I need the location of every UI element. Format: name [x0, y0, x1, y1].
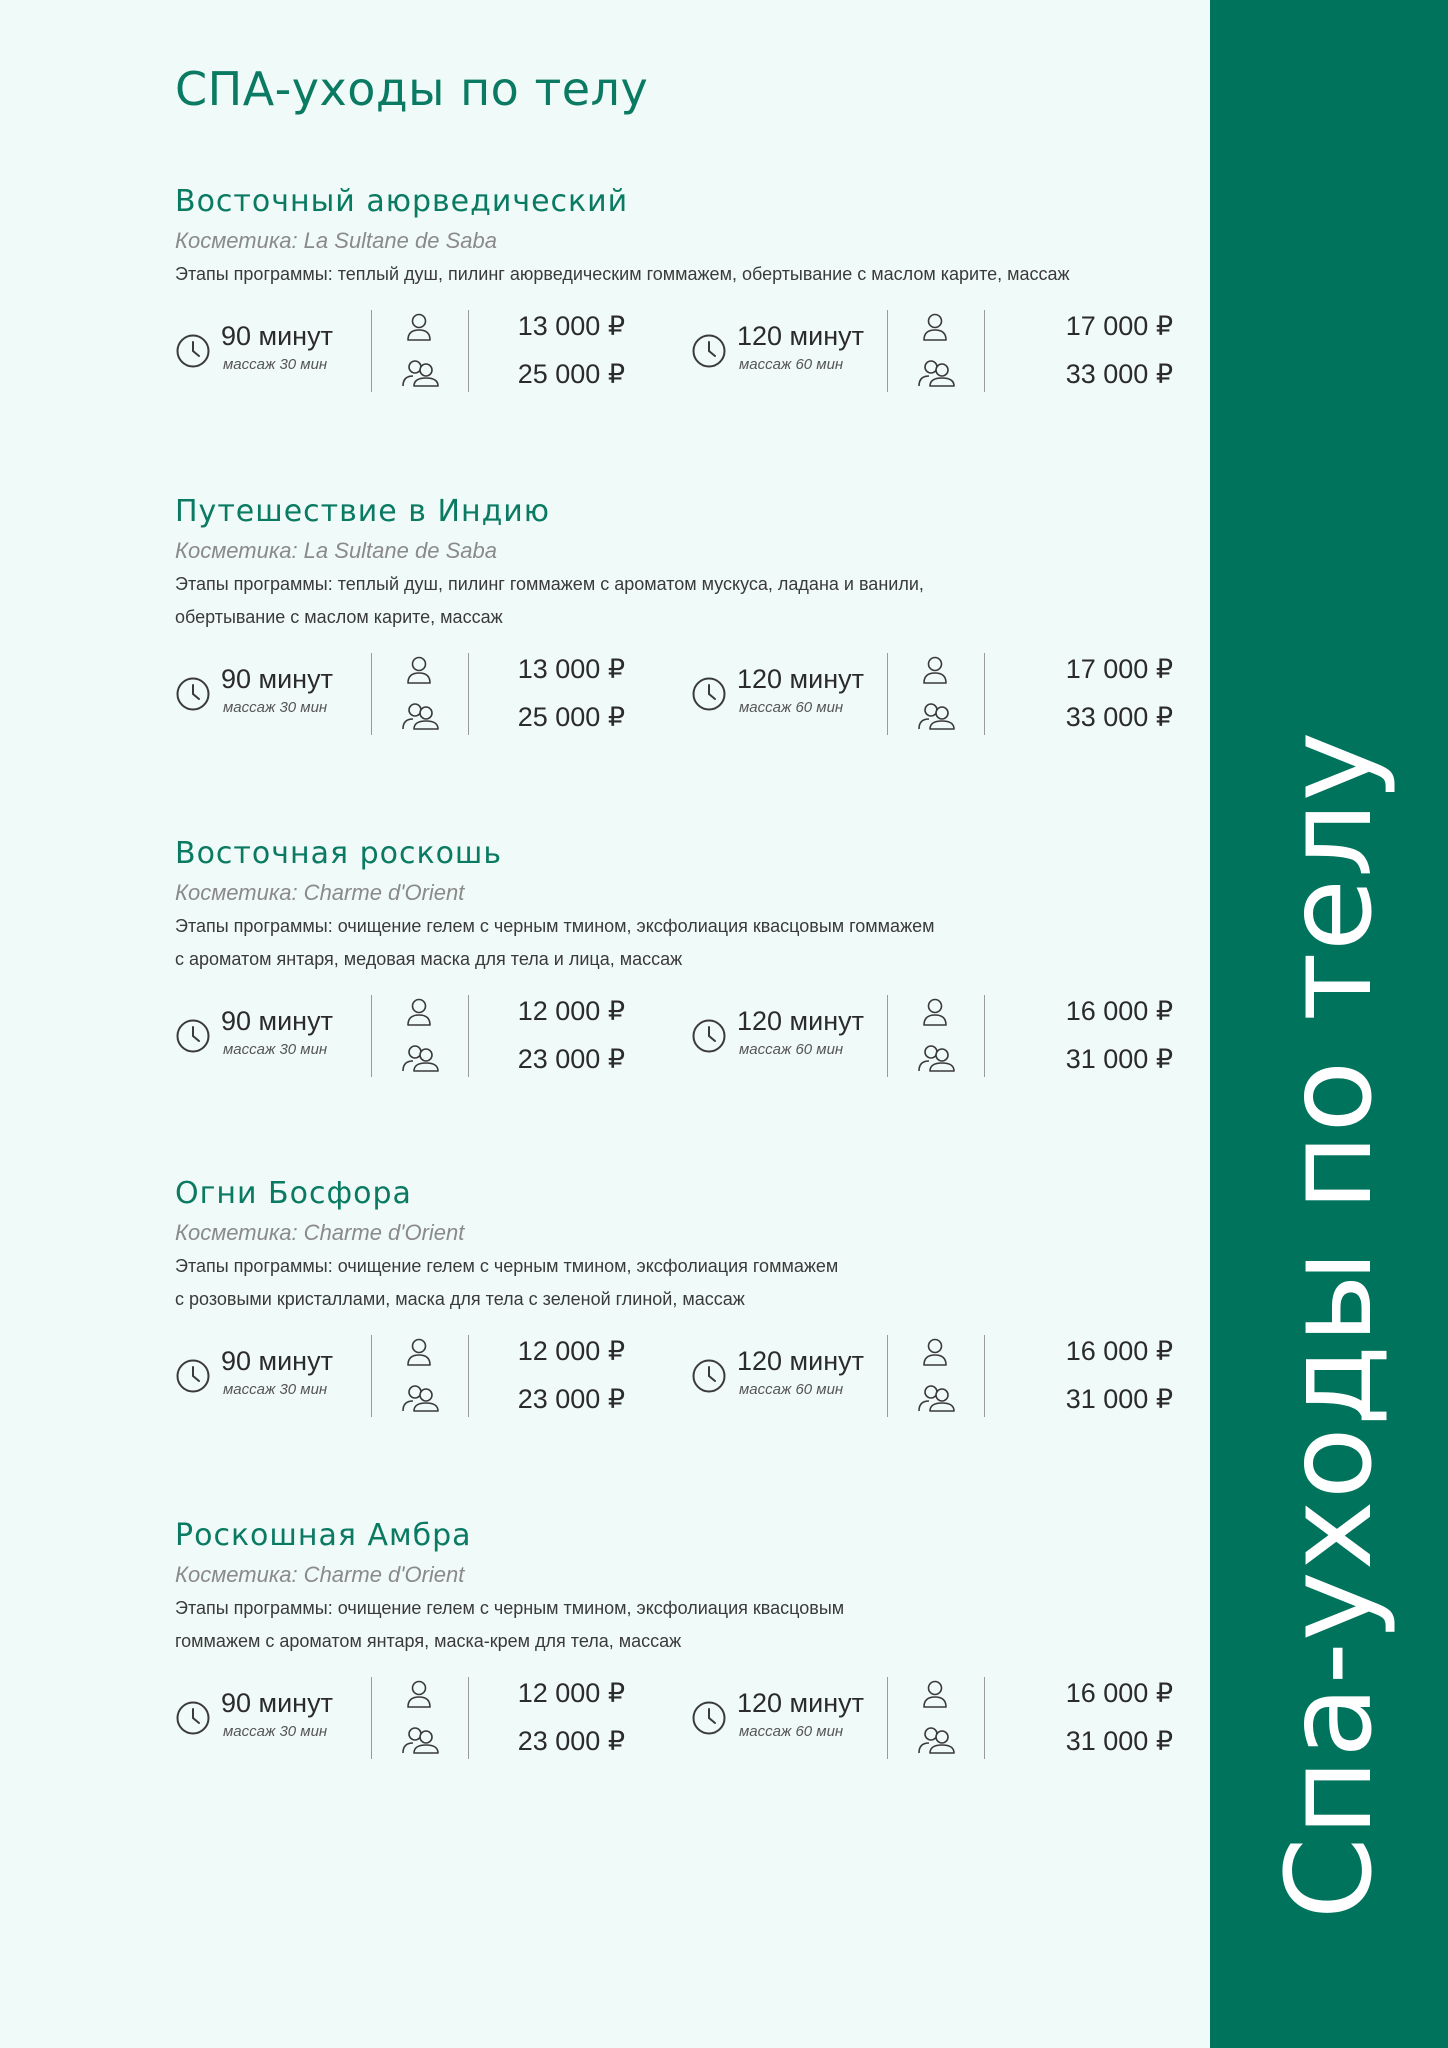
- program-stages-line: с розовыми кристаллами, маска для тела с зеленой глиной, массаж: [175, 1289, 745, 1309]
- person-icon: [405, 655, 433, 685]
- program-block: [175, 832, 1185, 1077]
- price-single: 17 000 ₽: [1065, 654, 1173, 684]
- option-massage-note: массаж 30 мин: [223, 1381, 328, 1398]
- divider: [984, 653, 985, 735]
- price-single: 12 000 ₽: [517, 1336, 625, 1366]
- option-duration: 90 минут: [221, 321, 333, 351]
- couple-icon: [400, 358, 440, 388]
- program-options: [175, 1677, 1185, 1759]
- clock-icon: [691, 1358, 727, 1394]
- program-stages-line: с ароматом янтаря, медовая маска для тела и лица, массаж: [175, 949, 683, 969]
- program-stages: [175, 910, 1185, 976]
- divider: [984, 1677, 985, 1759]
- program-option: [691, 653, 1171, 735]
- divider: [887, 310, 888, 392]
- divider: [371, 653, 372, 735]
- program-options: [175, 1335, 1185, 1417]
- price-single: 12 000 ₽: [517, 996, 625, 1026]
- option-duration: 90 минут: [221, 1346, 333, 1376]
- couple-icon: [400, 1043, 440, 1073]
- price-single: 13 000 ₽: [517, 311, 625, 341]
- option-massage-note: массаж 60 мин: [739, 356, 844, 373]
- program-option: [175, 995, 655, 1077]
- price-single: 17 000 ₽: [1065, 311, 1173, 341]
- program-block: [175, 1514, 1185, 1759]
- price-single: 16 000 ₽: [1065, 1336, 1173, 1366]
- clock-icon: [691, 1700, 727, 1736]
- divider: [887, 1677, 888, 1759]
- program-block: [175, 490, 1185, 735]
- page-title: СПА-уходы по телу: [175, 62, 649, 116]
- price-couple: 25 000 ₽: [517, 702, 625, 732]
- program-stages-line: Этапы программы: теплый душ, пилинг аюрведическим гоммажем, обертывание с маслом карите, массаж: [175, 264, 1070, 284]
- program-options: [175, 653, 1185, 735]
- option-duration: 120 минут: [737, 1006, 864, 1036]
- clock-icon: [175, 1358, 211, 1394]
- price-couple: 31 000 ₽: [1065, 1044, 1173, 1074]
- divider: [371, 310, 372, 392]
- program-cosmetics: Косметика: La Sultane de Saba: [175, 228, 497, 253]
- program-options: [175, 310, 1185, 392]
- sidebar-vertical-title: Спа-уходы по телу: [1260, 730, 1398, 1920]
- couple-icon: [916, 1725, 956, 1755]
- clock-icon: [691, 1018, 727, 1054]
- couple-icon: [400, 1725, 440, 1755]
- person-icon: [921, 1337, 949, 1367]
- price-couple: 23 000 ₽: [517, 1726, 625, 1756]
- person-icon: [921, 655, 949, 685]
- program-option: [691, 310, 1171, 392]
- clock-icon: [175, 1700, 211, 1736]
- clock-icon: [691, 333, 727, 369]
- program-name: Восточная роскошь: [175, 836, 503, 871]
- person-icon: [405, 312, 433, 342]
- program-option: [175, 653, 655, 735]
- program-option: [691, 995, 1171, 1077]
- option-massage-note: массаж 60 мин: [739, 1723, 844, 1740]
- divider: [984, 995, 985, 1077]
- program-option: [691, 1335, 1171, 1417]
- price-single: 12 000 ₽: [517, 1678, 625, 1708]
- couple-icon: [916, 1383, 956, 1413]
- option-massage-note: массаж 60 мин: [739, 1041, 844, 1058]
- clock-icon: [691, 676, 727, 712]
- couple-icon: [400, 1383, 440, 1413]
- program-name: Огни Босфора: [175, 1176, 412, 1211]
- sidebar-band: [1210, 0, 1448, 2048]
- option-massage-note: массаж 60 мин: [739, 699, 844, 716]
- option-duration: 120 минут: [737, 1346, 864, 1376]
- option-duration: 120 минут: [737, 664, 864, 694]
- program-stages-line: обертывание с маслом карите, массаж: [175, 607, 503, 627]
- divider: [984, 310, 985, 392]
- program-stages-line: Этапы программы: очищение гелем с черным тмином, эксфолиация гоммажем: [175, 1256, 839, 1276]
- divider: [984, 1335, 985, 1417]
- couple-icon: [400, 701, 440, 731]
- option-duration: 90 минут: [221, 664, 333, 694]
- clock-icon: [175, 1018, 211, 1054]
- price-couple: 25 000 ₽: [517, 359, 625, 389]
- option-duration: 90 минут: [221, 1006, 333, 1036]
- program-option: [175, 310, 655, 392]
- divider: [371, 1677, 372, 1759]
- price-couple: 23 000 ₽: [517, 1384, 625, 1414]
- couple-icon: [916, 701, 956, 731]
- program-block: [175, 1172, 1185, 1417]
- person-icon: [405, 997, 433, 1027]
- divider: [887, 653, 888, 735]
- program-name: Восточный аюрведический: [175, 184, 629, 219]
- price-couple: 33 000 ₽: [1065, 702, 1173, 732]
- option-duration: 90 минут: [221, 1688, 333, 1718]
- couple-icon: [916, 358, 956, 388]
- program-name: Путешествие в Индию: [175, 494, 551, 529]
- clock-icon: [175, 676, 211, 712]
- person-icon: [921, 312, 949, 342]
- program-stages-line: Этапы программы: теплый душ, пилинг гоммажем с ароматом мускуса, ладана и ванили,: [175, 574, 924, 594]
- option-duration: 120 минут: [737, 1688, 864, 1718]
- price-single: 13 000 ₽: [517, 654, 625, 684]
- program-cosmetics: Косметика: La Sultane de Saba: [175, 538, 497, 563]
- price-couple: 33 000 ₽: [1065, 359, 1173, 389]
- divider: [887, 995, 888, 1077]
- price-couple: 31 000 ₽: [1065, 1726, 1173, 1756]
- program-stages: [175, 568, 1185, 634]
- program-stages: [175, 1250, 1185, 1316]
- program-cosmetics: Косметика: Charme d'Orient: [175, 1562, 465, 1587]
- program-stages: [175, 258, 1185, 291]
- program-name: Роскошная Амбра: [175, 1518, 472, 1553]
- clock-icon: [175, 333, 211, 369]
- program-block: [175, 180, 1185, 392]
- person-icon: [405, 1337, 433, 1367]
- program-stages-line: Этапы программы: очищение гелем с черным тмином, эксфолиация квасцовым: [175, 1598, 845, 1618]
- program-option: [175, 1677, 655, 1759]
- program-options: [175, 995, 1185, 1077]
- divider: [371, 995, 372, 1077]
- program-cosmetics: Косметика: Charme d'Orient: [175, 880, 465, 905]
- divider: [887, 1335, 888, 1417]
- price-single: 16 000 ₽: [1065, 996, 1173, 1026]
- price-single: 16 000 ₽: [1065, 1678, 1173, 1708]
- divider: [371, 1335, 372, 1417]
- option-massage-note: массаж 30 мин: [223, 1041, 328, 1058]
- program-option: [175, 1335, 655, 1417]
- option-massage-note: массаж 30 мин: [223, 356, 328, 373]
- program-stages-line: гоммажем с ароматом янтаря, маска-крем для тела, массаж: [175, 1631, 682, 1651]
- program-cosmetics: Косметика: Charme d'Orient: [175, 1220, 465, 1245]
- program-stages: [175, 1592, 1185, 1658]
- couple-icon: [916, 1043, 956, 1073]
- option-duration: 120 минут: [737, 321, 864, 351]
- program-option: [691, 1677, 1171, 1759]
- price-couple: 31 000 ₽: [1065, 1384, 1173, 1414]
- option-massage-note: массаж 30 мин: [223, 699, 328, 716]
- person-icon: [405, 1679, 433, 1709]
- person-icon: [921, 1679, 949, 1709]
- person-icon: [921, 997, 949, 1027]
- price-couple: 23 000 ₽: [517, 1044, 625, 1074]
- option-massage-note: массаж 30 мин: [223, 1723, 328, 1740]
- program-stages-line: Этапы программы: очищение гелем с черным тмином, эксфолиация квасцовым гоммажем: [175, 916, 935, 936]
- option-massage-note: массаж 60 мин: [739, 1381, 844, 1398]
